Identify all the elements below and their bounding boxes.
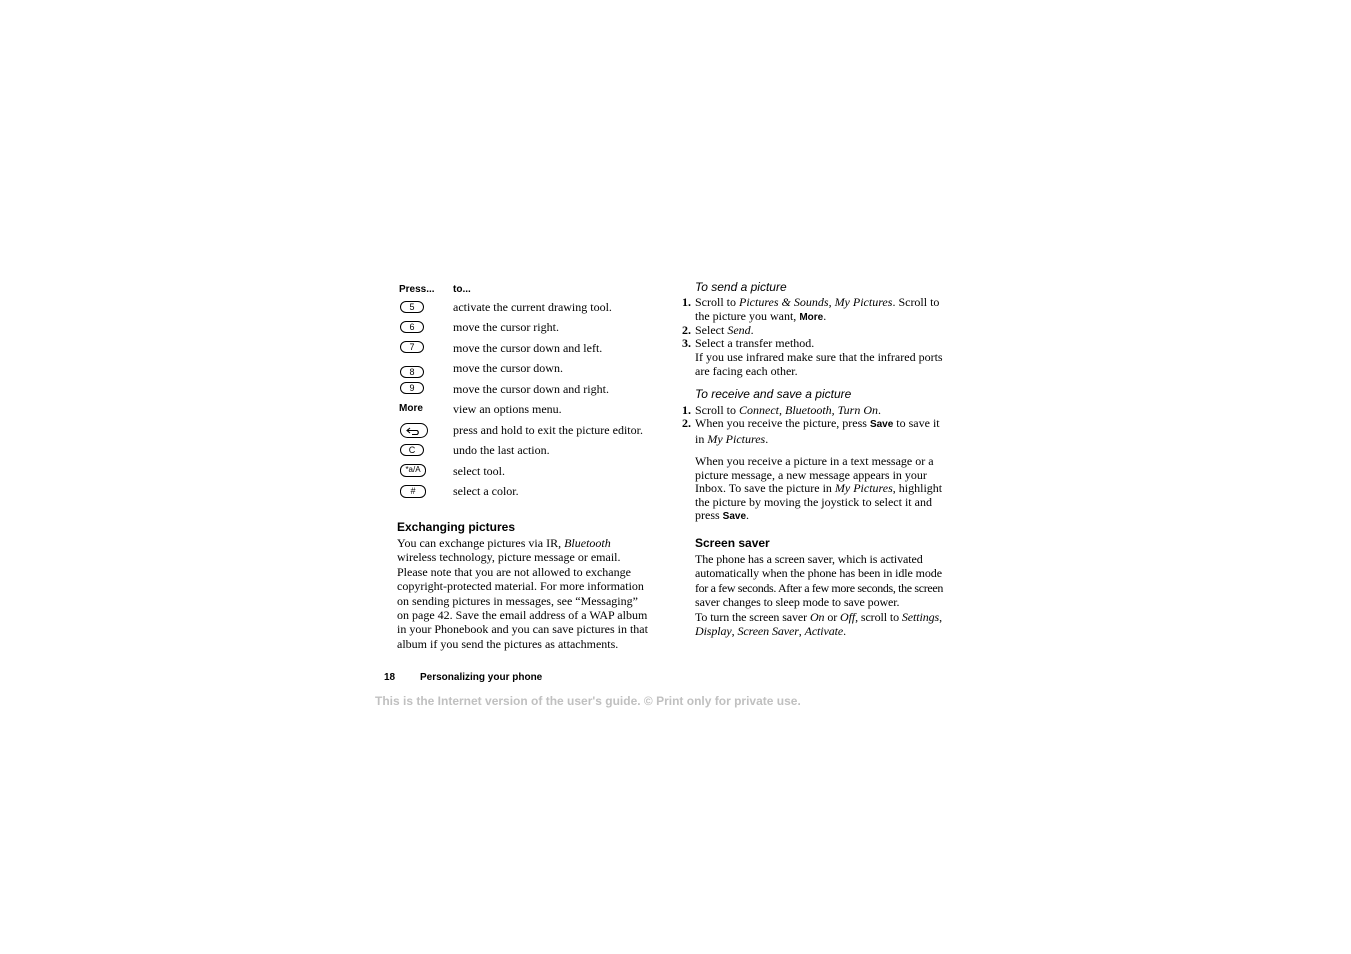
receive-step-2: When you receive the picture, press Save to save it in My Pictures.: [695, 416, 940, 446]
clear-key-icon: C: [400, 444, 424, 456]
table-row-desc: activate the current drawing tool.: [453, 300, 612, 314]
section-title-exchanging: Exchanging pictures: [397, 520, 516, 534]
step-number: 3.: [682, 336, 691, 350]
key-9-icon: 9: [400, 382, 424, 394]
send-step-1: Scroll to Pictures & Sounds, My Pictures. Scroll to the picture you want, More.: [695, 295, 940, 323]
table-row-desc: move the cursor down and left.: [453, 341, 603, 355]
table-row-desc: move the cursor down.: [453, 361, 563, 375]
receive-step-1: Scroll to Connect, Bluetooth, Turn On.: [695, 403, 881, 417]
key-5-icon: 5: [400, 301, 424, 313]
receive-paragraph: When you receive a picture in a text message or a picture message, a new message appears in your Inbox. To save the picture in My Pictures, highlight the picture by moving the joystick to select it and press Save.: [695, 454, 943, 523]
key-7-icon: 7: [400, 341, 424, 353]
table-row-desc: move the cursor right.: [453, 320, 559, 334]
key-8-icon: 8: [400, 366, 424, 378]
send-step-2: Select Send.: [695, 323, 754, 337]
usage-notice: This is the Internet version of the user's guide. © Print only for private use.: [375, 694, 801, 708]
table-header-press: Press...: [399, 284, 435, 295]
section-footer: Personalizing your phone: [420, 672, 543, 683]
receive-picture-heading: To receive and save a picture: [695, 387, 852, 401]
table-row-desc: move the cursor down and right.: [453, 382, 609, 396]
back-key-icon: [400, 423, 428, 443]
more-key-label: More: [399, 403, 423, 414]
send-picture-heading: To send a picture: [695, 280, 787, 294]
key-6-icon: 6: [400, 321, 424, 333]
send-step-3: Select a transfer method. If you use infrared make sure that the infrared ports are facing each other.: [695, 336, 943, 378]
hash-key-icon: #: [400, 485, 426, 498]
step-number: 1.: [682, 295, 691, 309]
table-row-desc: select a color.: [453, 484, 519, 498]
exchanging-paragraph: You can exchange pictures via IR, Bluetooth wireless technology, picture message or email. Please note that you are not allowed to exchange copyright-protected material. For more information on sending pictures in messages, see “Messaging” on page 42. Save the email address of a WAP album in your Phonebook and you can save pictures in that album if you send the pictures as attachments.: [397, 536, 648, 651]
page-number: 18: [384, 672, 396, 683]
table-header-to: to...: [453, 284, 471, 295]
star-key-icon: *a/A: [400, 464, 426, 477]
screen-saver-paragraph: The phone has a screen saver, which is activated automatically when the phone has been in idle mode for a few seconds. After a few more seconds, the screen saver changes to sleep mode to save power. To turn the screen saver On or Off, scroll to Settings, Display, Screen Saver, Activate.: [695, 552, 943, 639]
step-number: 2.: [682, 323, 691, 337]
table-row-desc: press and hold to exit the picture editor.: [453, 423, 643, 437]
table-row-desc: view an options menu.: [453, 402, 562, 416]
step-number: 2.: [682, 416, 691, 430]
section-title-screen-saver: Screen saver: [695, 536, 770, 550]
table-row-desc: select tool.: [453, 464, 505, 478]
step-number: 1.: [682, 403, 691, 417]
table-row-desc: undo the last action.: [453, 443, 550, 457]
